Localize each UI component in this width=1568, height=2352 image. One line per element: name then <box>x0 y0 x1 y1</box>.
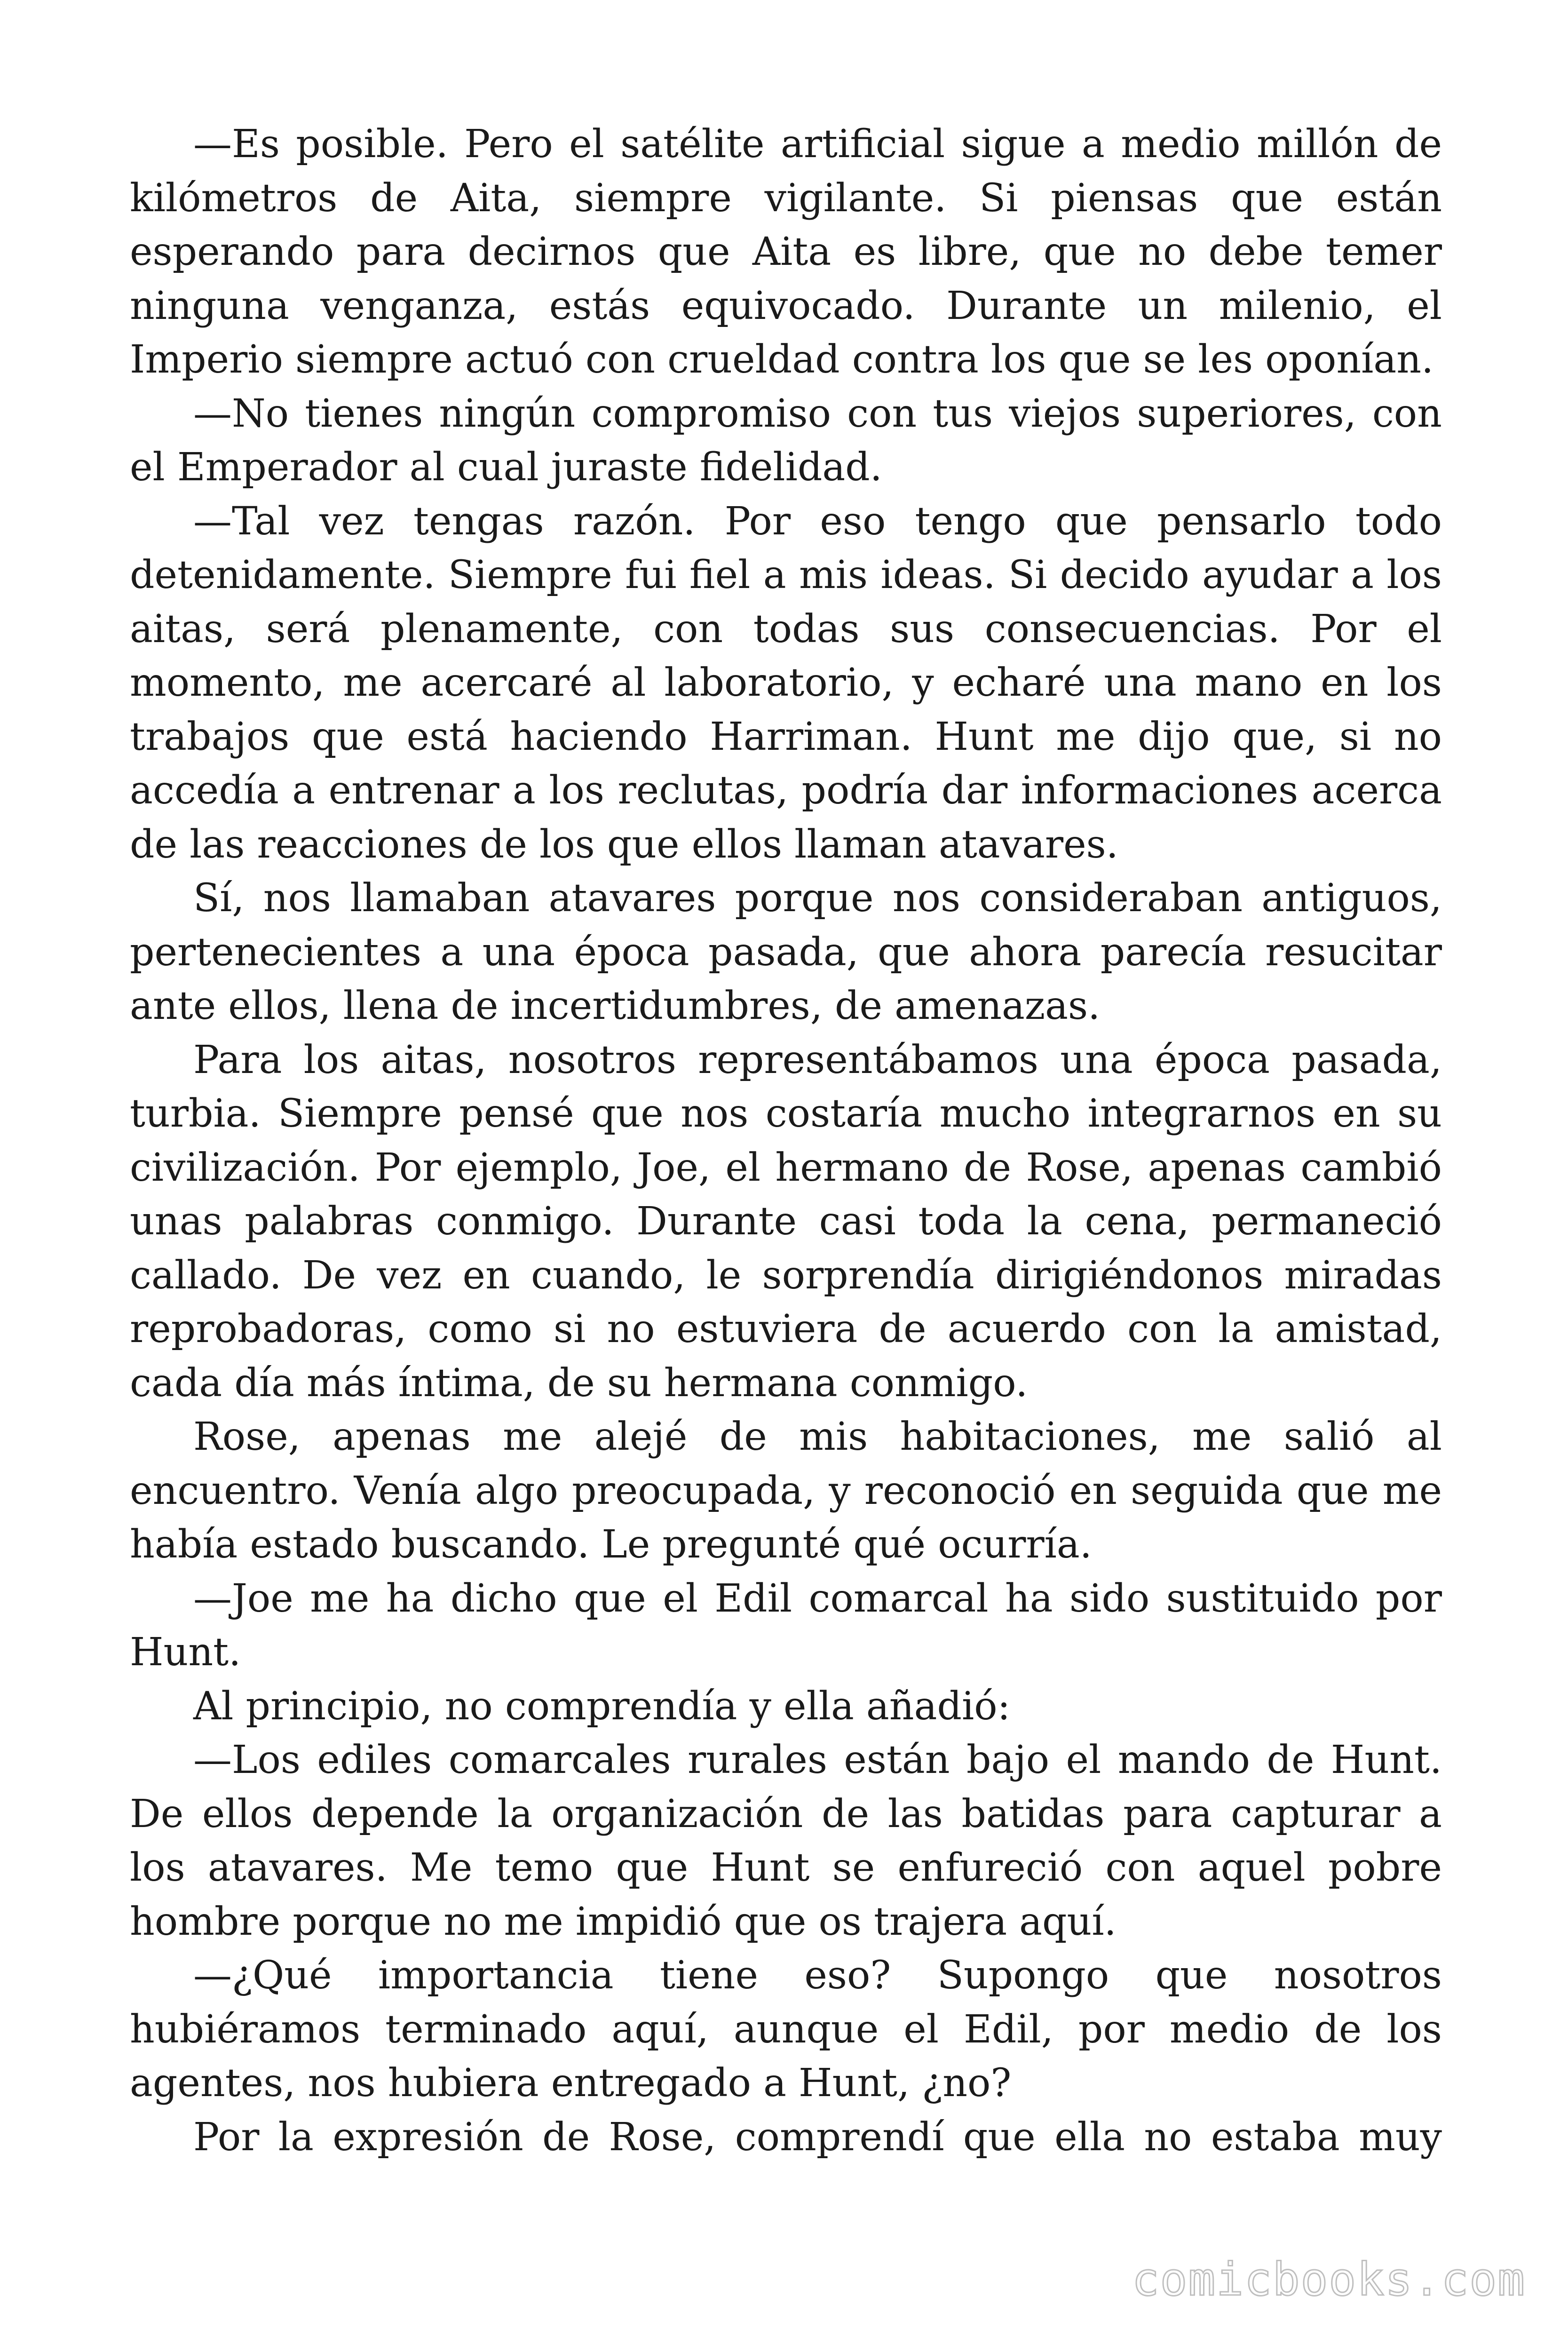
paragraph: Para los aitas, nosotros representábamos una época pasada, turbia. Siempre pensé que nos costaría mucho integrarnos en su civilización. Por ejemplo, Joe, el hermano de Rose, apenas cambió unas palabras conmigo. Durante casi toda la cena, permaneció callado. De vez en cuando, le sorprendía dirigiéndonos miradas reprobadoras, como si no estuviera de acuerdo con la amistad, cada día más íntima, de su hermana conmigo. <box>130 1037 1442 1406</box>
paragraph: —¿Qué importancia tiene eso? Supongo que nosotros hubiéramos terminado aquí, aunque el Edil, por medio de los agentes, nos hubiera entregado a Hunt, ¿no? <box>130 1953 1442 2106</box>
paragraph: —Es posible. Pero el satélite artificial sigue a medio millón de kilómetros de Aita, siempre vigilante. Si piensas que están esperando para decirnos que Aita es libre, que no debe temer ninguna venganza, estás equivocado. Durante un milenio, el Imperio siempre actuó con crueldad contra los que se les oponían. <box>130 122 1442 382</box>
paragraph: Sí, nos llamaban atavares porque nos consideraban antiguos, pertenecientes a una época pasada, que ahora parecía resucitar ante ellos, llena de incertidumbres, de amenazas. <box>130 876 1442 1028</box>
paragraph: —No tienes ningún compromiso con tus viejos superiores, con el Emperador al cual juraste fidelidad. <box>130 391 1442 490</box>
watermark: comicbooks.com <box>1132 2253 1526 2306</box>
paragraph: Rose, apenas me alejé de mis habitaciones, me salió al encuentro. Venía algo preocupada, y reconoció en seguida que me había estado buscando. Le pregunté qué ocurría. <box>130 1414 1442 1567</box>
paragraph: —Los ediles comarcales rurales están bajo el mando de Hunt. De ellos depende la organización de las batidas para capturar a los atavares. Me temo que Hunt se enfureció con aquel pobre hombre porque no me impidió que os trajera aquí. <box>130 1738 1442 1944</box>
paragraph: —Joe me ha dicho que el Edil comarcal ha sido sustituido por Hunt. <box>130 1576 1442 1675</box>
page-body <box>130 118 1442 2164</box>
paragraph: —Tal vez tengas razón. Por eso tengo que pensarlo todo detenidamente. Siempre fui fiel a mis ideas. Si decido ayudar a los aitas, será plenamente, con todas sus consecuencias. Por el momento, me acercaré al laboratorio, y echaré una mano en los trabajos que está haciendo Harriman. Hunt me dijo que, si no accedía a entrenar a los reclutas, podría dar informaciones acerca de las reacciones de los que ellos llaman atavares. <box>130 499 1442 867</box>
paragraph-last: Por la expresión de Rose, comprendí que ella no estaba muy <box>193 2114 1442 2160</box>
paragraph: Al principio, no comprendía y ella añadió: <box>193 1684 1011 1729</box>
